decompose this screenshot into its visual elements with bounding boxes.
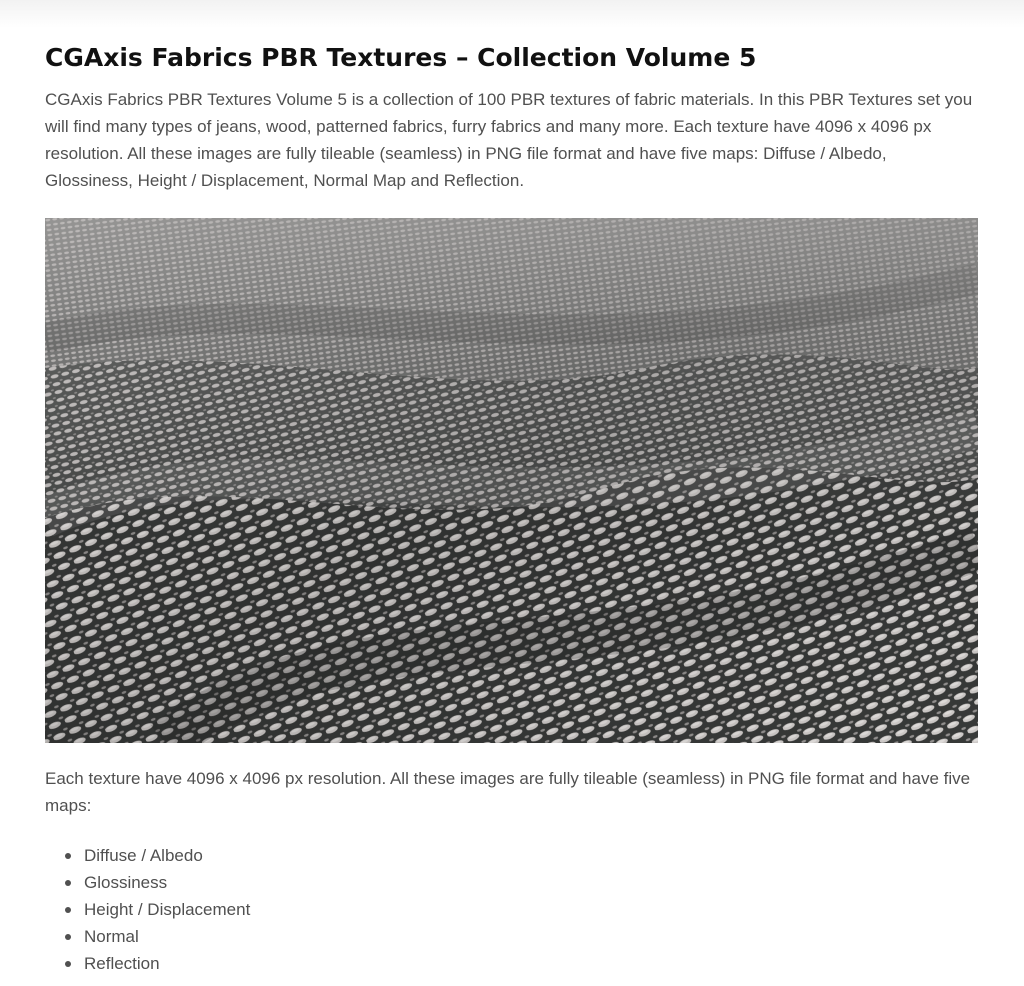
list-item: [84, 950, 250, 977]
list-item: [84, 896, 250, 923]
bullet-icon: [65, 880, 71, 886]
bullet-icon: [65, 961, 71, 967]
intro-paragraph: CGAxis Fabrics PBR Textures Volume 5 is a collection of 100 PBR textures of fabric materials. In this PBR Textures set you will find many types of jeans, wood, patterned fabrics, furry fabrics and many more. Each texture have 4096 x 4096 px resolution. All these images are fully tileable (seamless) in PNG file format and have five maps: Diffuse / Albedo, Glossiness, Height / Displacement, Normal Map and Reflection.: [45, 90, 973, 190]
maps-summary-paragraph: Each texture have 4096 x 4096 px resolution. All these images are fully tileable (seamless) in PNG file format and have five maps:: [45, 769, 971, 815]
maps-list: [45, 842, 250, 977]
page-title: CGAxis Fabrics PBR Textures – Collection Volume 5: [45, 43, 757, 72]
bullet-icon: [65, 907, 71, 913]
bullet-icon: [65, 853, 71, 859]
map-label: Diffuse / Albedo: [84, 846, 203, 865]
map-label: Height / Displacement: [84, 900, 251, 919]
map-label: Reflection: [84, 954, 160, 973]
list-item: [84, 869, 250, 896]
map-label: Normal: [84, 927, 139, 946]
bullet-icon: [65, 934, 71, 940]
map-label: Glossiness: [84, 873, 168, 892]
list-item: [84, 842, 250, 869]
fabric-texture-image: [45, 218, 978, 743]
article-header: [45, 38, 979, 194]
list-item: [84, 923, 250, 950]
page-top-shadow: [0, 0, 1024, 28]
